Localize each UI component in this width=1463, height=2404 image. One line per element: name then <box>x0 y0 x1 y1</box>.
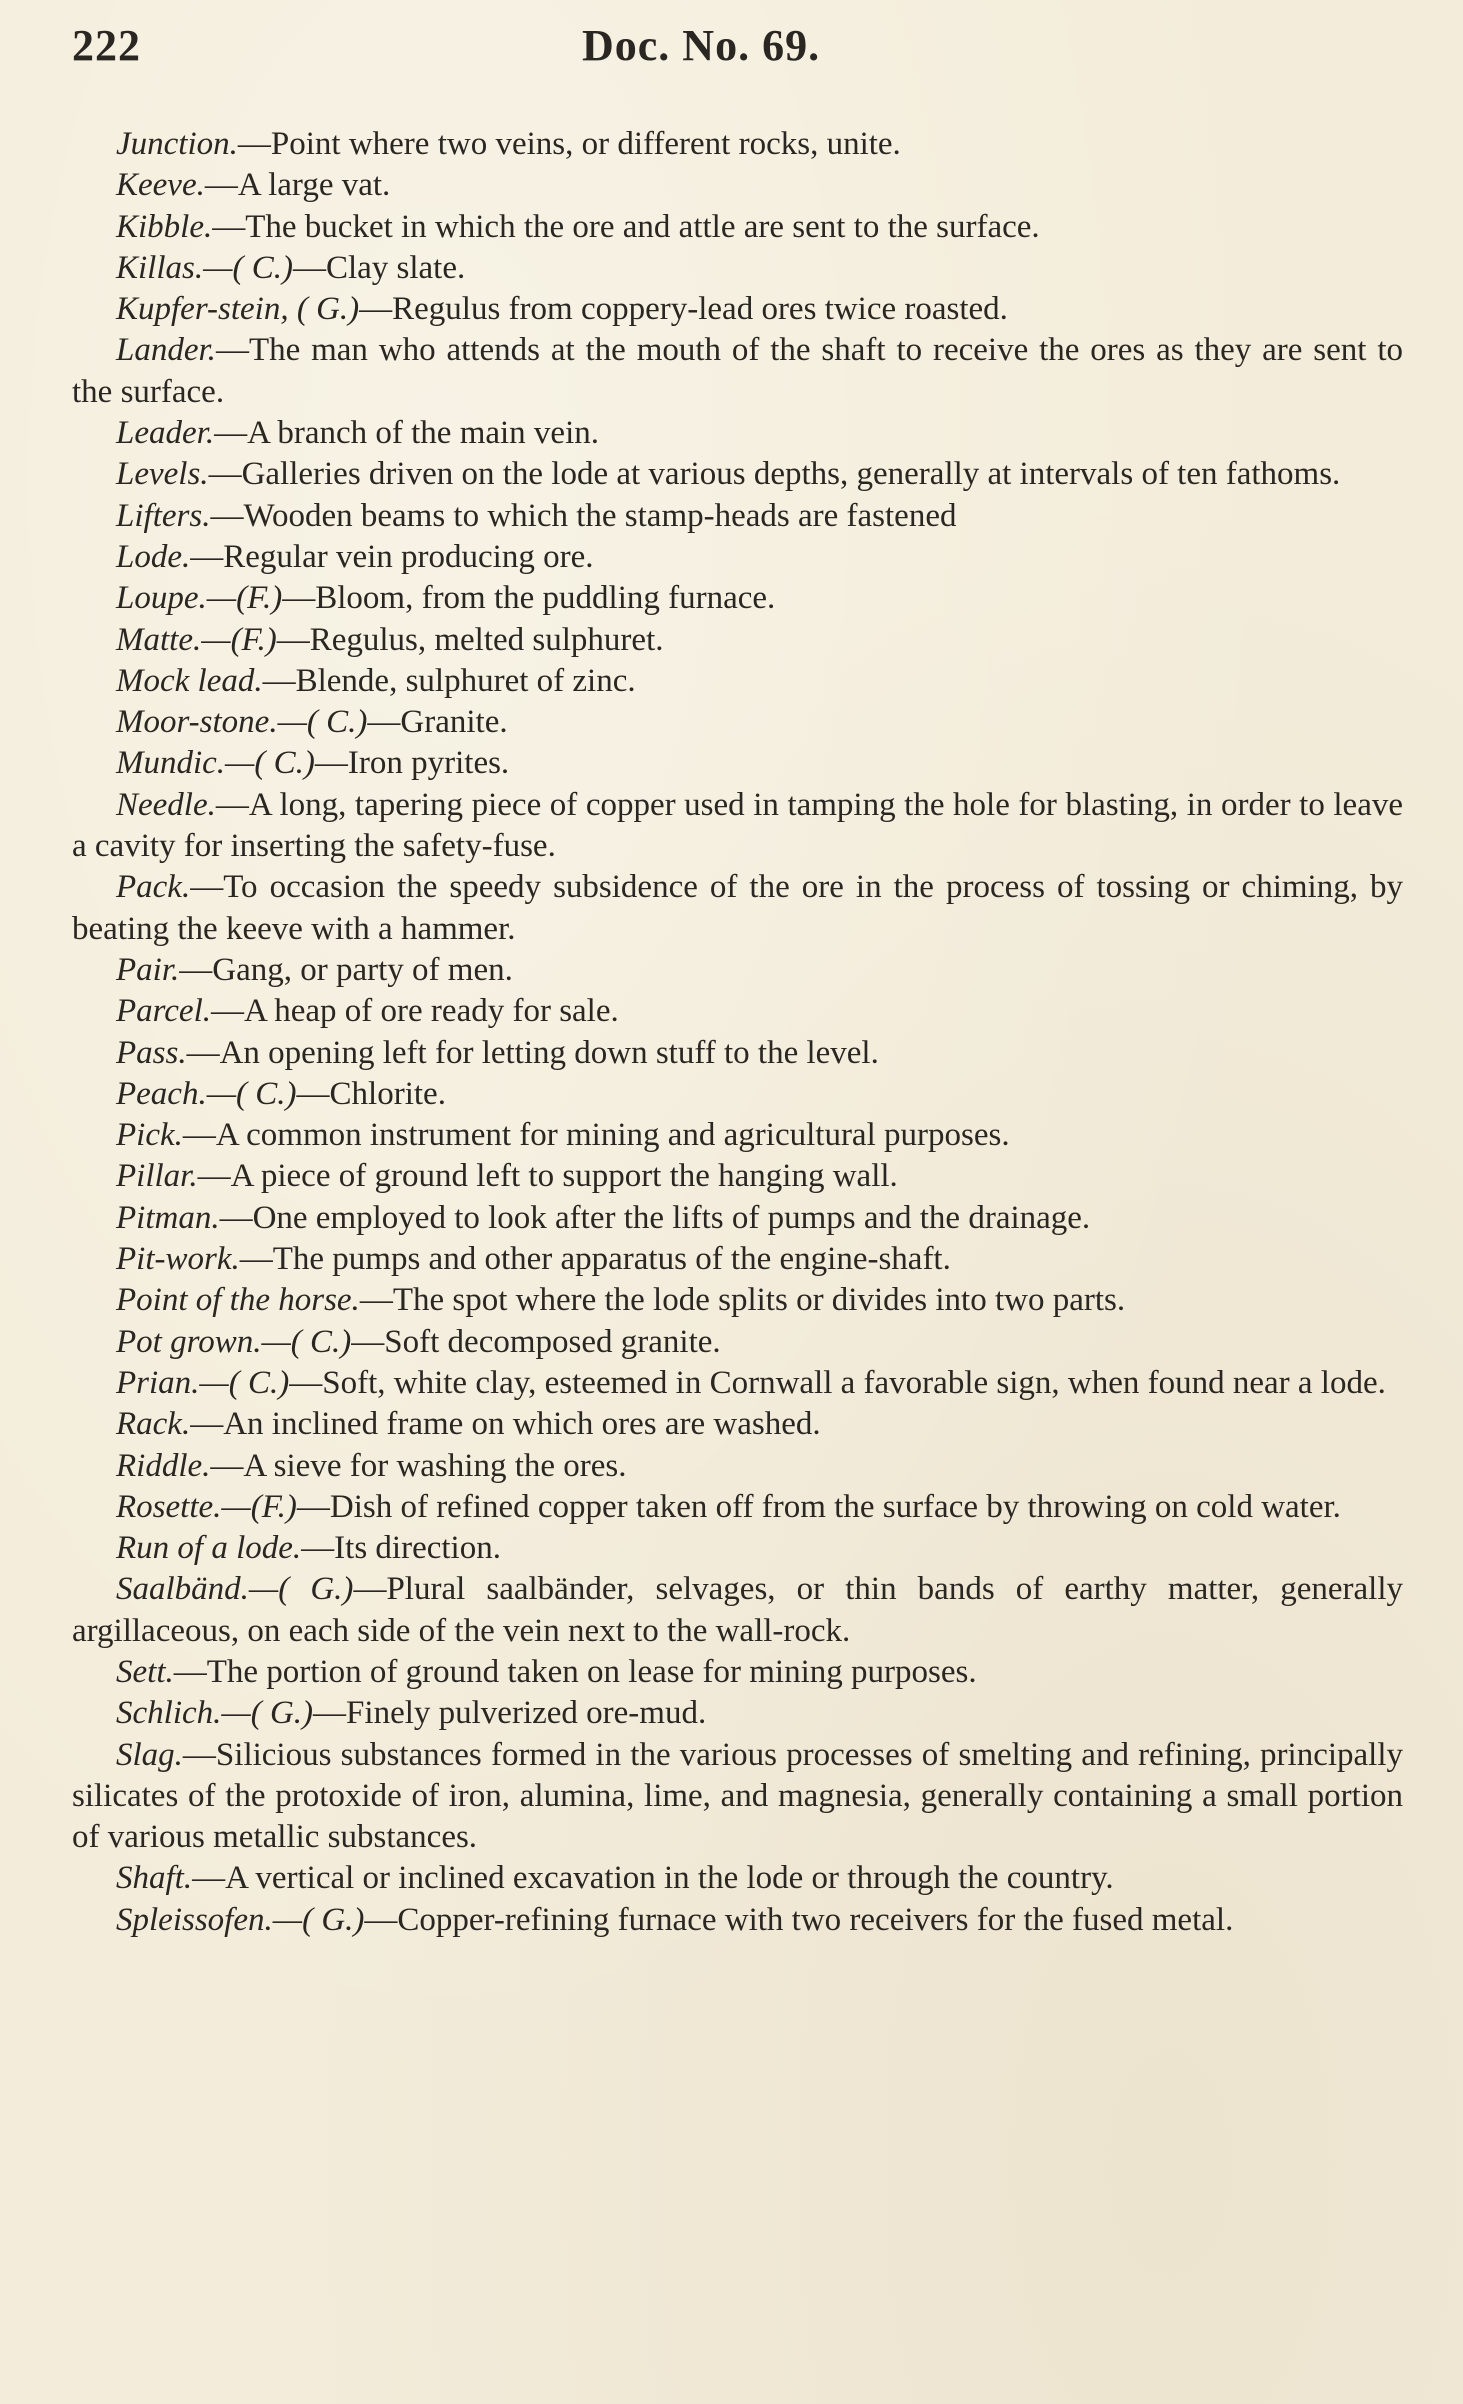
glossary-entry <box>72 743 1403 784</box>
glossary-definition: —Regulus from coppery-lead ores twice roasted. <box>359 291 1008 328</box>
glossary-definition: —A long, tapering piece of copper used in tamping the hole for blasting, in order to leave a cavity for inserting the safety-fuse. <box>72 786 1403 865</box>
glossary-entry <box>72 289 1403 330</box>
glossary-term: Pillar. <box>116 1158 198 1195</box>
glossary-term: Saalbänd.—( G.) <box>116 1571 354 1608</box>
glossary-entry <box>72 165 1403 206</box>
glossary-entry <box>72 578 1403 619</box>
glossary-definition: —A large vat. <box>204 167 391 204</box>
glossary-term: Pick. <box>116 1117 183 1154</box>
glossary-entry <box>72 537 1403 578</box>
glossary-entry <box>72 1900 1403 1941</box>
running-head: Doc. No. 69. <box>582 21 821 70</box>
glossary-term: Matte.—(F.) <box>116 621 277 658</box>
glossary-definition: —Plural saalbänder, selvages, or thin bands of earthy matter, generally argillaceous, on each side of the vein next to the wall-rock. <box>72 1571 1403 1649</box>
glossary-definition: —The bucket in which the ore and attle are sent to the surface. <box>212 208 1040 245</box>
glossary-term: Riddle. <box>116 1447 211 1484</box>
glossary-term: Pack. <box>116 869 191 906</box>
glossary-term: Shaft. <box>116 1860 193 1897</box>
glossary-term: Pair. <box>116 951 180 988</box>
glossary-term: Leader. <box>116 415 215 452</box>
glossary-definition: —Gang, or party of men. <box>179 951 513 988</box>
glossary-entry <box>72 1528 1403 1569</box>
glossary-term: Pit-work. <box>116 1241 240 1278</box>
glossary-definition: —A piece of ground left to support the hanging wall. <box>197 1158 898 1195</box>
glossary-term: Run of a lode. <box>116 1530 302 1567</box>
glossary-term: Peach.—( C.) <box>116 1075 297 1112</box>
glossary-definition: —The spot where the lode splits or divides into two parts. <box>359 1282 1126 1319</box>
glossary-term: Lander. <box>116 332 216 369</box>
glossary-entry <box>72 661 1403 702</box>
glossary-definition: —Dish of refined copper taken off from the surface by throwing on cold water. <box>296 1488 1341 1525</box>
glossary-entry <box>72 454 1403 495</box>
glossary-entry <box>72 867 1403 950</box>
glossary-entry <box>72 1280 1403 1321</box>
glossary-term: Kibble. <box>116 208 213 245</box>
glossary-term: Pot grown.—( C.) <box>116 1323 352 1360</box>
glossary-term: Rack. <box>116 1406 191 1443</box>
glossary-entry <box>72 496 1403 537</box>
glossary-term: Moor-stone.—( C.) <box>116 704 368 741</box>
glossary-definition: —Regulus, melted sulphuret. <box>276 621 664 658</box>
glossary-definition: —Soft decomposed granite. <box>351 1323 721 1360</box>
glossary-term: Loupe.—(F.) <box>116 580 283 617</box>
glossary-definition: —Galleries driven on the lode at various depths, generally at intervals of ten fathoms. <box>208 456 1341 493</box>
glossary-term: Pitman. <box>116 1199 220 1236</box>
glossary-definition: —Silicious substances formed in the various processes of smelting and refining, principally silicates of the protoxide of iron, alumina, lime, and magnesia, generally containing a small portion of various metallic substances. <box>72 1736 1403 1856</box>
glossary-term: Needle. <box>116 786 216 823</box>
glossary-entry <box>72 991 1403 1032</box>
glossary-term: Mundic.—( C.) <box>116 745 315 782</box>
glossary-entry <box>72 1033 1403 1074</box>
glossary-definition: —Blende, sulphuret of zinc. <box>262 662 636 699</box>
glossary-definition: —Regular vein producing ore. <box>190 538 594 575</box>
glossary-definition: —The man who attends at the mouth of the shaft to receive the ores as they are sent to the surface. <box>72 332 1403 410</box>
glossary-definition: —Copper-refining furnace with two receivers for the fused metal. <box>364 1901 1234 1938</box>
glossary-definition: —The pumps and other apparatus of the engine-shaft. <box>239 1241 951 1278</box>
glossary-term: Slag. <box>116 1736 183 1773</box>
glossary-definition: —A heap of ore ready for sale. <box>211 993 619 1030</box>
glossary-definition: —An opening left for letting down stuff to the level. <box>186 1034 879 1071</box>
glossary-entry <box>72 1198 1403 1239</box>
glossary-definition: —A sieve for washing the ores. <box>210 1447 627 1484</box>
glossary-term: Killas.—( C.) <box>116 249 293 286</box>
glossary-term: Sett. <box>116 1653 174 1690</box>
glossary-term: Lifters. <box>116 497 211 534</box>
glossary-term: Prian.—( C.) <box>116 1364 290 1401</box>
glossary-definition: —Wooden beams to which the stamp-heads are fastened <box>210 497 957 534</box>
glossary-entry <box>72 1363 1403 1404</box>
glossary-definition: —Clay slate. <box>292 249 466 286</box>
glossary-term: Spleissofen.—( G.) <box>116 1901 365 1938</box>
glossary-definition: —A vertical or inclined excavation in the lode or through the country. <box>192 1860 1114 1897</box>
page-number: 222 <box>72 21 141 70</box>
glossary-entry <box>72 330 1403 413</box>
glossary-definition: —Bloom, from the puddling furnace. <box>282 580 776 617</box>
glossary-definition: —Chlorite. <box>296 1075 446 1112</box>
glossary-entry <box>72 1404 1403 1445</box>
glossary-definition: —Soft, white clay, esteemed in Cornwall a favorable sign, when found near a lode. <box>289 1364 1386 1401</box>
glossary-entry <box>72 1693 1403 1734</box>
glossary-term: Lode. <box>116 538 191 575</box>
glossary-definition: —Granite. <box>367 704 508 741</box>
glossary-entry <box>72 124 1403 165</box>
glossary-term: Rosette.—(F.) <box>116 1488 297 1525</box>
glossary-entry <box>72 1322 1403 1363</box>
glossary-term: Pass. <box>116 1034 187 1071</box>
glossary-entry <box>72 950 1403 991</box>
glossary-term: Levels. <box>116 456 209 493</box>
glossary-entry <box>72 1569 1403 1652</box>
glossary-definition: —Point where two veins, or different rocks, unite. <box>237 126 901 162</box>
glossary-definition: —An inclined frame on which ores are washed. <box>190 1406 821 1443</box>
glossary-entry <box>72 1446 1403 1487</box>
glossary-definition: —One employed to look after the lifts of pumps and the drainage. <box>219 1199 1091 1236</box>
page-header <box>72 20 1403 74</box>
glossary-entry <box>72 1115 1403 1156</box>
glossary-definition: —Iron pyrites. <box>314 745 510 782</box>
glossary-definition: —A branch of the main vein. <box>214 415 599 452</box>
glossary-entry <box>72 248 1403 289</box>
glossary-entries <box>72 124 1403 1941</box>
glossary-entry <box>72 1487 1403 1528</box>
glossary-definition: —Its direction. <box>301 1530 501 1567</box>
glossary-definition: —A common instrument for mining and agricultural purposes. <box>182 1117 1010 1154</box>
glossary-entry <box>72 702 1403 743</box>
glossary-term: Schlich.—( G.) <box>116 1695 314 1732</box>
glossary-entry <box>72 620 1403 661</box>
glossary-entry <box>72 1858 1403 1899</box>
glossary-entry <box>72 1735 1403 1859</box>
glossary-definition: —To occasion the speedy subsidence of the ore in the process of tossing or chiming, by beating the keeve with a hammer. <box>72 869 1403 947</box>
glossary-term: Junction. <box>116 126 238 162</box>
glossary-entry <box>72 1156 1403 1197</box>
glossary-term: Point of the horse. <box>116 1282 360 1319</box>
glossary-entry <box>72 413 1403 454</box>
glossary-term: Keeve. <box>116 167 205 204</box>
glossary-definition: —The portion of ground taken on lease for mining purposes. <box>173 1653 977 1690</box>
glossary-term: Mock lead. <box>116 662 263 699</box>
glossary-entry <box>72 207 1403 248</box>
glossary-definition: —Finely pulverized ore-mud. <box>313 1695 707 1732</box>
glossary-entry <box>72 785 1403 868</box>
glossary-term: Parcel. <box>116 993 211 1030</box>
glossary-entry <box>72 1239 1403 1280</box>
glossary-entry <box>72 1652 1403 1693</box>
glossary-entry <box>72 1074 1403 1115</box>
glossary-term: Kupfer-stein, ( G.) <box>116 291 360 328</box>
